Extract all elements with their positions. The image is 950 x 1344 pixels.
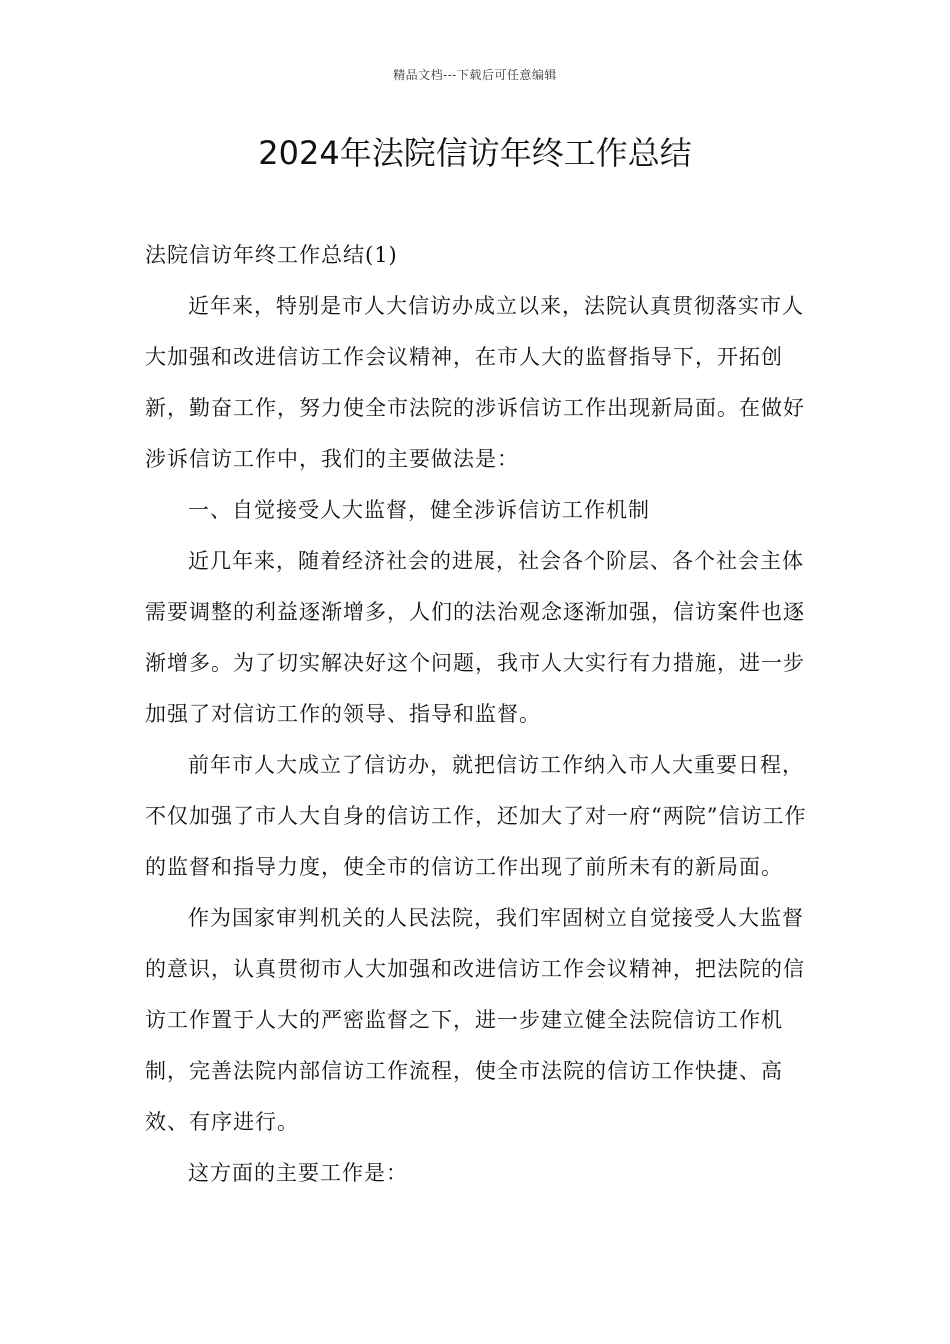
paragraph-5: 这方面的主要工作是： <box>188 1161 408 1185</box>
paragraph-4: 作为国家审判机关的人民法院，我们牢固树立自觉接受人大监督的意识，认真贯彻市人大加强和改进信访工作会议精神，把法院的信访工作置于人大的严密监督之下，进一步建立健全法院信访工作机制，完善法院内部信访工作流程，使全市法院的信访工作快捷、高效、有序进行。 <box>145 906 805 1134</box>
header-note: 精品文档---下载后可任意编辑 <box>393 68 557 82</box>
section-subtitle: 法院信访年终工作总结(1) <box>145 243 398 267</box>
section-heading-1: 一、自觉接受人大监督，健全涉诉信访工作机制 <box>188 498 650 522</box>
document-title: 2024年法院信访年终工作总结 <box>258 134 692 172</box>
paragraph-3: 前年市人大成立了信访办，就把信访工作纳入市人大重要日程，不仅加强了市人大自身的信访工作，还加大了对一府“两院”信访工作的监督和指导力度，使全市的信访工作出现了前所未有的新局面。 <box>145 753 807 879</box>
document-body <box>145 230 813 1199</box>
paragraph-2: 近几年来，随着经济社会的进展，社会各个阶层、各个社会主体需要调整的利益逐渐增多，人们的法治观念逐渐加强，信访案件也逐渐增多。为了切实解决好这个问题，我市人大实行有力措施，进一步加强了对信访工作的领导、指导和监督。 <box>145 549 805 726</box>
paragraph-1: 近年来，特别是市人大信访办成立以来，法院认真贯彻落实市人大加强和改进信访工作会议精神，在市人大的监督指导下，开拓创新，勤奋工作，努力使全市法院的涉诉信访工作出现新局面。在做好涉诉信访工作中，我们的主要做法是： <box>145 294 805 471</box>
